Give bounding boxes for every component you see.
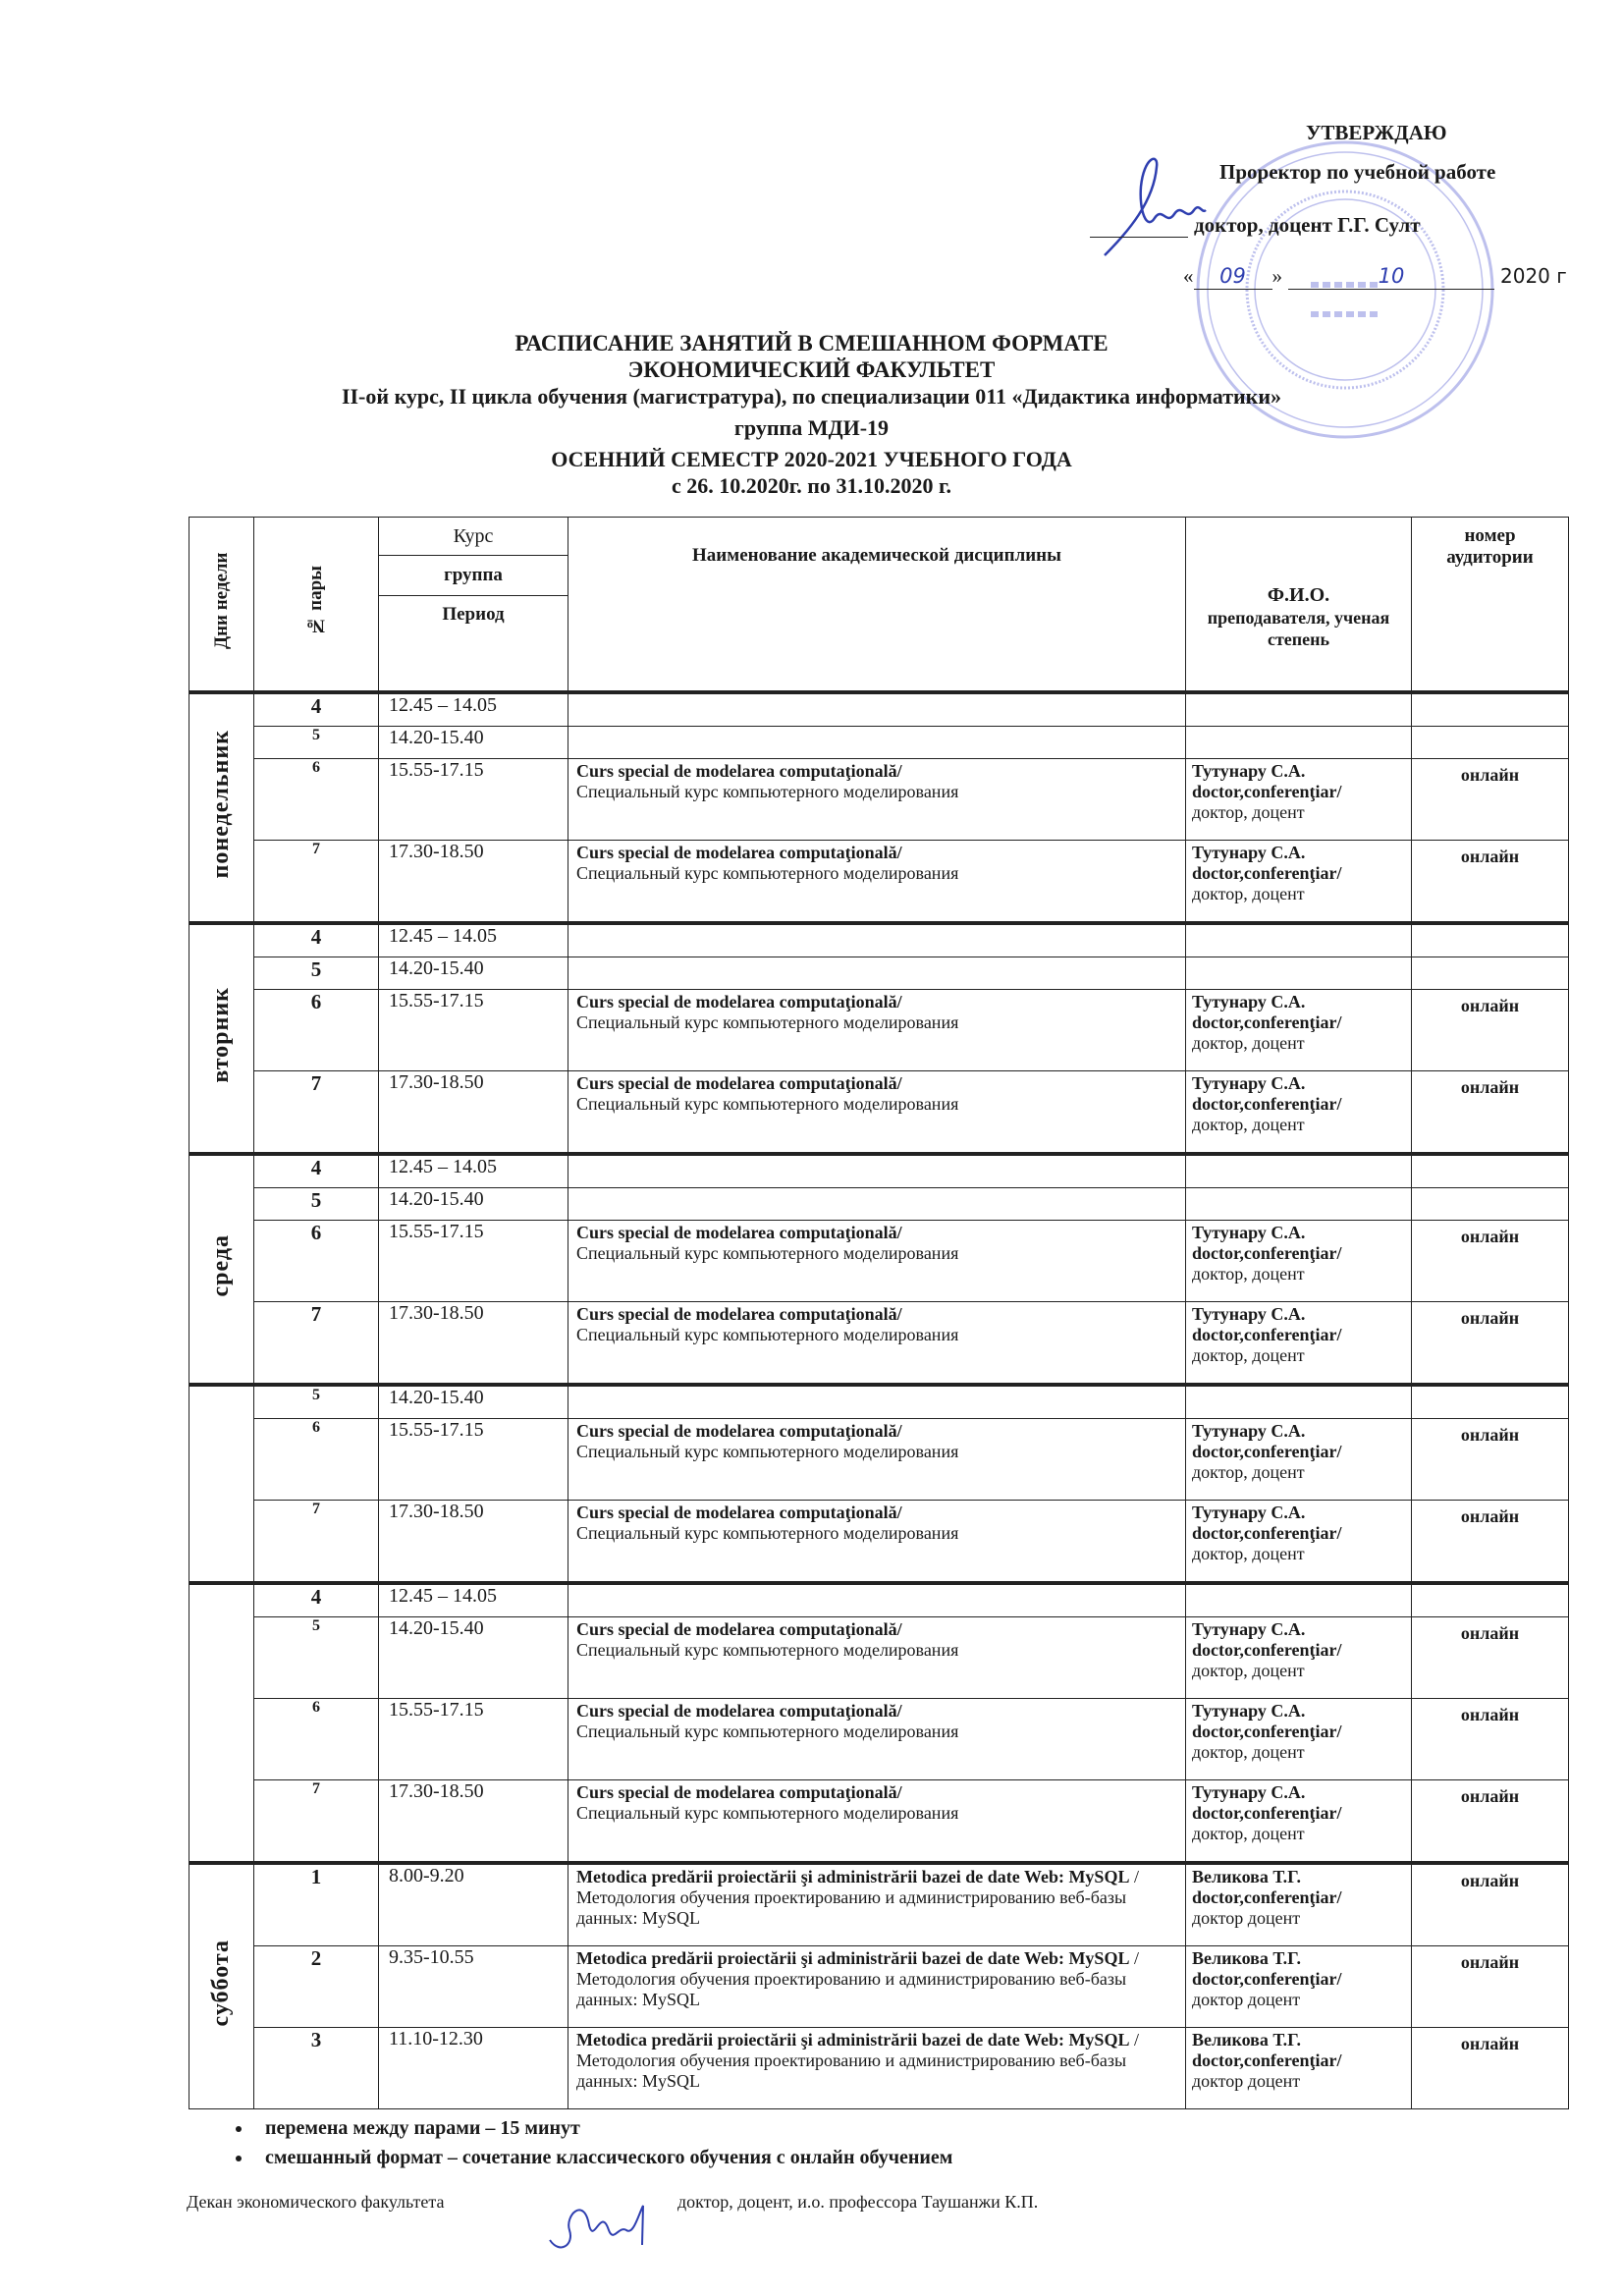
- period: 17.30-18.50: [379, 1501, 568, 1584]
- column-header-room: номер аудитории: [1412, 518, 1569, 693]
- room-cell: онлайн: [1412, 1863, 1569, 1946]
- discipline-cell: [568, 1780, 1186, 1864]
- period: 15.55-17.15: [379, 1419, 568, 1501]
- discipline-name-ru: /Методология обучения проектированию и администрированию веб-базы данных: MySQL: [576, 1867, 1139, 1928]
- teacher-cell: [1186, 1071, 1412, 1155]
- teacher-degree-ru: доктор, доцент: [1192, 1824, 1305, 1843]
- discipline-cell: [568, 841, 1186, 924]
- discipline-name-ru: Специальный курс компьютерного моделирования: [576, 1094, 959, 1114]
- pair-number: 5: [254, 1188, 379, 1221]
- teacher-cell: [1186, 841, 1412, 924]
- footer: [187, 2192, 1623, 2270]
- teacher-cell: [1186, 957, 1412, 990]
- period: 12.45 – 14.05: [379, 923, 568, 957]
- day-cell: [189, 923, 254, 1154]
- table-row: [189, 1188, 1569, 1221]
- pair-number: 6: [254, 1221, 379, 1302]
- table-row: [189, 841, 1569, 924]
- pair-number: 6: [254, 1699, 379, 1780]
- teacher-name: Тутунару С.А.: [1192, 1782, 1306, 1802]
- discipline-name-ru: Специальный курс компьютерного моделирования: [576, 1243, 959, 1263]
- discipline-cell: [568, 1221, 1186, 1302]
- discipline-cell: [568, 1617, 1186, 1699]
- room-cell: онлайн: [1412, 1501, 1569, 1584]
- discipline-cell: [568, 1302, 1186, 1386]
- teacher-cell: [1186, 1385, 1412, 1419]
- table-row: [189, 1780, 1569, 1864]
- teacher-cell: [1186, 923, 1412, 957]
- teacher-degree: doctor,conferenţiar/: [1192, 2050, 1342, 2070]
- column-header-group: группа: [379, 556, 568, 596]
- column-header-discipline: Наименование академической дисциплины: [568, 518, 1186, 693]
- room-cell: онлайн: [1412, 1071, 1569, 1155]
- teacher-degree-ru: доктор, доцент: [1192, 884, 1305, 903]
- table-row: [189, 1154, 1569, 1188]
- teacher-cell: [1186, 1699, 1412, 1780]
- discipline-cell: [568, 1946, 1186, 2028]
- discipline-name-ru: Специальный курс компьютерного моделирования: [576, 1325, 959, 1344]
- discipline-cell: [568, 1385, 1186, 1419]
- group-name: группа МДИ-19: [733, 415, 890, 440]
- teacher-degree-ru: доктор, доцент: [1192, 802, 1305, 822]
- room-cell: онлайн: [1412, 1419, 1569, 1501]
- teacher-name: Тутунару С.А.: [1192, 1421, 1306, 1441]
- discipline-cell: [568, 923, 1186, 957]
- discipline-name-ro: Curs special de modelarea computaţională/: [576, 1701, 902, 1721]
- discipline-cell: [568, 2028, 1186, 2109]
- table-row: [189, 2028, 1569, 2109]
- approval-signer: доктор, доцент Г.Г. Султ: [1194, 213, 1421, 237]
- teacher-cell: [1186, 1221, 1412, 1302]
- discipline-name-ru: /Методология обучения проектированию и администрированию веб-базы данных: MySQL: [576, 1948, 1139, 2009]
- pair-number: 5: [254, 1617, 379, 1699]
- teacher-name: Тутунару С.А.: [1192, 1304, 1306, 1324]
- teacher-degree: doctor,conferenţiar/: [1192, 1243, 1342, 1263]
- room-cell: онлайн: [1412, 1221, 1569, 1302]
- teacher-name: Великова Т.Г.: [1192, 1948, 1301, 1968]
- period: 17.30-18.50: [379, 1780, 568, 1864]
- teacher-name: Тутунару С.А.: [1192, 1701, 1306, 1721]
- table-row: [189, 990, 1569, 1071]
- quote-open: «: [1183, 264, 1194, 288]
- teacher-degree-ru: доктор, доцент: [1192, 1742, 1305, 1762]
- room-cell: онлайн: [1412, 1699, 1569, 1780]
- table-row: [189, 727, 1569, 759]
- note-item: • смешанный формат – сочетание классического обучения с онлайн обучением: [253, 2145, 1623, 2170]
- discipline-cell: [568, 1501, 1186, 1584]
- teacher-degree: doctor,conferenţiar/: [1192, 1887, 1342, 1907]
- pair-number: 4: [254, 1154, 379, 1188]
- discipline-name-ru: Специальный курс компьютерного моделирования: [576, 863, 959, 883]
- dean-name: доктор, доцент, и.о. профессора Таушанжи К.П.: [677, 2192, 1039, 2212]
- teacher-degree-ru: доктор, доцент: [1192, 1462, 1305, 1482]
- teacher-cell: [1186, 1863, 1412, 1946]
- teacher-degree: doctor,conferenţiar/: [1192, 1722, 1342, 1741]
- table-row: [189, 1501, 1569, 1584]
- period: 12.45 – 14.05: [379, 1154, 568, 1188]
- discipline-name-ro: Curs special de modelarea computaţională/: [576, 1619, 902, 1639]
- discipline-name-ro: Curs special de modelarea computaţională/: [576, 1304, 902, 1324]
- date-range: с 26. 10.2020г. по 31.10.2020 г.: [672, 473, 951, 498]
- teacher-cell: [1186, 692, 1412, 727]
- pair-number: 6: [254, 759, 379, 841]
- teacher-name: Великова Т.Г.: [1192, 1867, 1301, 1886]
- period: 8.00-9.20: [379, 1863, 568, 1946]
- room-cell: [1412, 1583, 1569, 1617]
- approval-date-day: 09: [1194, 263, 1272, 290]
- table-row: [189, 1302, 1569, 1386]
- pair-number: 5: [254, 957, 379, 990]
- discipline-name-ru: Специальный курс компьютерного моделирования: [576, 1442, 959, 1461]
- pair-number: 7: [254, 1302, 379, 1386]
- teacher-cell: [1186, 2028, 1412, 2109]
- room-cell: онлайн: [1412, 990, 1569, 1071]
- pair-number: 6: [254, 1419, 379, 1501]
- teacher-name: Тутунару С.А.: [1192, 1073, 1306, 1093]
- discipline-cell: [568, 1699, 1186, 1780]
- period: 15.55-17.15: [379, 990, 568, 1071]
- pair-number: 7: [254, 1501, 379, 1584]
- pair-number: 1: [254, 1863, 379, 1946]
- teacher-name: Тутунару С.А.: [1192, 761, 1306, 781]
- approval-title: УТВЕРЖДАЮ: [1306, 121, 1447, 144]
- pair-number: 4: [254, 692, 379, 727]
- discipline-name-ro: Curs special de modelarea computaţională/: [576, 1503, 902, 1522]
- schedule-table: [189, 517, 1569, 2109]
- discipline-cell: [568, 692, 1186, 727]
- discipline-cell: [568, 1071, 1186, 1155]
- teacher-degree-ru: доктор, доцент: [1192, 1115, 1305, 1134]
- approval-date-year: 2020 г: [1500, 264, 1567, 288]
- notes: [236, 2115, 1623, 2170]
- teacher-degree-ru: доктор доцент: [1192, 1990, 1301, 2009]
- discipline-name-ru: /Методология обучения проектированию и администрированию веб-базы данных: MySQL: [576, 2030, 1139, 2091]
- column-header-day: Дни недели: [189, 518, 254, 693]
- quote-close: »: [1271, 264, 1282, 288]
- discipline-name-ru: Специальный курс компьютерного моделирования: [576, 782, 959, 801]
- day-cell: [189, 1583, 254, 1863]
- room-cell: [1412, 692, 1569, 727]
- discipline-name-ro: Curs special de modelarea computaţională/: [576, 1223, 902, 1242]
- table-row: [189, 923, 1569, 957]
- room-cell: [1412, 1154, 1569, 1188]
- period: 17.30-18.50: [379, 1071, 568, 1155]
- column-header-teacher: Ф.И.О. преподавателя, ученая степень: [1186, 518, 1412, 693]
- teacher-cell: [1186, 1946, 1412, 2028]
- approval-date-month: 10: [1288, 263, 1494, 290]
- discipline-name-ru: Специальный курс компьютерного моделирования: [576, 1012, 959, 1032]
- period: 14.20-15.40: [379, 957, 568, 990]
- discipline-cell: [568, 759, 1186, 841]
- period: 17.30-18.50: [379, 1302, 568, 1386]
- table-row: [189, 957, 1569, 990]
- teacher-degree-ru: доктор, доцент: [1192, 1033, 1305, 1053]
- discipline-name-ru: Специальный курс компьютерного моделирования: [576, 1640, 959, 1660]
- signature-line: [1090, 217, 1188, 238]
- day-cell: [189, 1385, 254, 1583]
- period: 9.35-10.55: [379, 1946, 568, 2028]
- column-header-pair: № пары: [254, 518, 379, 693]
- teacher-cell: [1186, 759, 1412, 841]
- day-cell: [189, 692, 254, 923]
- pair-number: 4: [254, 1583, 379, 1617]
- teacher-degree-ru: доктор, доцент: [1192, 1544, 1305, 1563]
- table-row: [189, 759, 1569, 841]
- table-row: [189, 1385, 1569, 1419]
- teacher-degree: doctor,conferenţiar/: [1192, 1523, 1342, 1543]
- discipline-name-ro: Curs special de modelarea computaţională/: [576, 843, 902, 862]
- discipline-cell: [568, 1583, 1186, 1617]
- room-cell: онлайн: [1412, 1946, 1569, 2028]
- teacher-name: Тутунару С.А.: [1192, 1503, 1306, 1522]
- discipline-name-ro: Curs special de modelarea computaţională/: [576, 761, 902, 781]
- pair-number: 5: [254, 727, 379, 759]
- room-cell: [1412, 957, 1569, 990]
- period: 14.20-15.40: [379, 1385, 568, 1419]
- room-cell: онлайн: [1412, 2028, 1569, 2109]
- discipline-name-ru: Специальный курс компьютерного моделирования: [576, 1722, 959, 1741]
- period: 11.10-12.30: [379, 2028, 568, 2109]
- discipline-name-ro: Curs special de modelarea computaţională/: [576, 992, 902, 1011]
- document-title: РАСПИСАНИЕ ЗАНЯТИЙ В СМЕШАННОМ ФОРМАТЕ: [514, 331, 1109, 355]
- period: 15.55-17.15: [379, 759, 568, 841]
- discipline-cell: [568, 727, 1186, 759]
- period: 15.55-17.15: [379, 1699, 568, 1780]
- teacher-name: Тутунару С.А.: [1192, 843, 1306, 862]
- period: 14.20-15.40: [379, 1617, 568, 1699]
- teacher-degree-ru: доктор доцент: [1192, 1908, 1301, 1928]
- room-cell: [1412, 1385, 1569, 1419]
- teacher-degree: doctor,conferenţiar/: [1192, 1442, 1342, 1461]
- discipline-name-ro: Curs special de modelarea computaţională/: [576, 1421, 902, 1441]
- table-row: [189, 1699, 1569, 1780]
- day-name: среда: [208, 1234, 234, 1297]
- discipline-name-ru: Специальный курс компьютерного моделирования: [576, 1803, 959, 1823]
- teacher-cell: [1186, 1501, 1412, 1584]
- discipline-name-ru: Специальный курс компьютерного моделирования: [576, 1523, 959, 1543]
- period: 14.20-15.40: [379, 727, 568, 759]
- teacher-name: Тутунару С.А.: [1192, 1223, 1306, 1242]
- period: 17.30-18.50: [379, 841, 568, 924]
- discipline-name-ro: Curs special de modelarea computaţională/: [576, 1073, 902, 1093]
- main-content: [0, 330, 1623, 2270]
- dean-signature-icon: [540, 2186, 658, 2255]
- pair-number: 2: [254, 1946, 379, 2028]
- approval-block: [1090, 120, 1581, 302]
- teacher-cell: [1186, 1583, 1412, 1617]
- teacher-degree: doctor,conferenţiar/: [1192, 1012, 1342, 1032]
- discipline-cell: [568, 990, 1186, 1071]
- day-name: суббота: [208, 1940, 234, 2027]
- semester-info: ОСЕННИЙ СЕМЕСТР 2020-2021 УЧЕБНОГО ГОДА: [551, 447, 1072, 471]
- pair-number: 7: [254, 1780, 379, 1864]
- room-cell: [1412, 923, 1569, 957]
- period: 12.45 – 14.05: [379, 692, 568, 727]
- teacher-cell: [1186, 1419, 1412, 1501]
- room-cell: онлайн: [1412, 1617, 1569, 1699]
- room-cell: онлайн: [1412, 1302, 1569, 1386]
- pair-number: 3: [254, 2028, 379, 2109]
- teacher-name: Тутунару С.А.: [1192, 1619, 1306, 1639]
- teacher-cell: [1186, 1780, 1412, 1864]
- schedule-body: [189, 692, 1569, 2109]
- room-cell: онлайн: [1412, 759, 1569, 841]
- discipline-name-ro: Curs special de modelarea computaţională/: [576, 1782, 902, 1802]
- note-item: • перемена между парами – 15 минут: [253, 2115, 1623, 2141]
- discipline-cell: [568, 1154, 1186, 1188]
- room-cell: онлайн: [1412, 841, 1569, 924]
- table-row: [189, 692, 1569, 727]
- table-row: [189, 1617, 1569, 1699]
- period: 12.45 – 14.05: [379, 1583, 568, 1617]
- discipline-cell: [568, 1188, 1186, 1221]
- table-row: [189, 1583, 1569, 1617]
- table-row: [189, 1863, 1569, 1946]
- faculty-name: ЭКОНОМИЧЕСКИЙ ФАКУЛЬТЕТ: [627, 357, 996, 382]
- room-cell: онлайн: [1412, 1780, 1569, 1864]
- discipline-name-ro: Metodica predării proiectării şi administrării bazei de date Web: MySQL: [576, 1867, 1130, 1886]
- table-row: [189, 1946, 1569, 2028]
- teacher-name: Тутунару С.А.: [1192, 992, 1306, 1011]
- program-info: II-ой курс, II цикла обучения (магистратура), по специализации 011 «Дидактика информатики»: [341, 384, 1282, 409]
- pair-number: 4: [254, 923, 379, 957]
- document-header: [0, 330, 1623, 499]
- teacher-degree: doctor,conferenţiar/: [1192, 1969, 1342, 1989]
- discipline-name-ro: Metodica predării proiectării şi administrării bazei de date Web: MySQL: [576, 1948, 1130, 1968]
- teacher-cell: [1186, 1617, 1412, 1699]
- teacher-cell: [1186, 1188, 1412, 1221]
- discipline-cell: [568, 957, 1186, 990]
- day-name: понедельник: [208, 730, 234, 879]
- room-cell: [1412, 727, 1569, 759]
- pair-number: 5: [254, 1385, 379, 1419]
- day-cell: [189, 1154, 254, 1385]
- dean-label: Декан экономического факультета: [187, 2192, 445, 2212]
- table-row: [189, 1419, 1569, 1501]
- teacher-degree-ru: доктор доцент: [1192, 2071, 1301, 2091]
- teacher-degree-ru: доктор, доцент: [1192, 1345, 1305, 1365]
- discipline-cell: [568, 1863, 1186, 1946]
- teacher-degree: doctor,conferenţiar/: [1192, 782, 1342, 801]
- teacher-degree: doctor,conferenţiar/: [1192, 1640, 1342, 1660]
- teacher-degree: doctor,conferenţiar/: [1192, 1803, 1342, 1823]
- teacher-cell: [1186, 1154, 1412, 1188]
- period: 14.20-15.40: [379, 1188, 568, 1221]
- teacher-cell: [1186, 727, 1412, 759]
- pair-number: 6: [254, 990, 379, 1071]
- day-name: вторник: [208, 987, 234, 1083]
- teacher-cell: [1186, 990, 1412, 1071]
- teacher-degree: doctor,conferenţiar/: [1192, 863, 1342, 883]
- approval-position: Проректор по учебной работе: [1219, 160, 1496, 184]
- column-header-course: Курс: [379, 518, 568, 556]
- discipline-cell: [568, 1419, 1186, 1501]
- teacher-cell: [1186, 1302, 1412, 1386]
- discipline-name-ro: Metodica predării proiectării şi administrării bazei de date Web: MySQL: [576, 2030, 1130, 2050]
- teacher-degree: doctor,conferenţiar/: [1192, 1094, 1342, 1114]
- teacher-degree-ru: доктор, доцент: [1192, 1661, 1305, 1680]
- day-cell: [189, 1863, 254, 2109]
- pair-number: 7: [254, 1071, 379, 1155]
- period: 15.55-17.15: [379, 1221, 568, 1302]
- column-header-period: Период: [379, 596, 568, 693]
- pair-number: 7: [254, 841, 379, 924]
- table-row: [189, 1221, 1569, 1302]
- teacher-degree: doctor,conferenţiar/: [1192, 1325, 1342, 1344]
- table-row: [189, 1071, 1569, 1155]
- room-cell: [1412, 1188, 1569, 1221]
- teacher-name: Великова Т.Г.: [1192, 2030, 1301, 2050]
- teacher-degree-ru: доктор, доцент: [1192, 1264, 1305, 1284]
